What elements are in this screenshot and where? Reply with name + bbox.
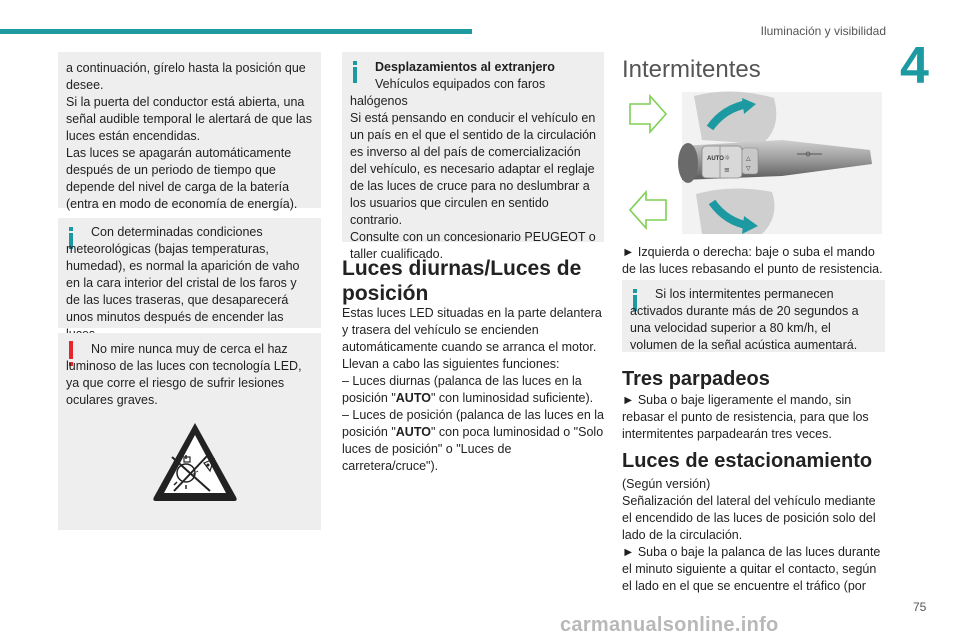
info-note-turn-signal-volume: [622, 280, 885, 352]
heading-daytime-lights: Luces diurnas/Luces de posición: [342, 257, 582, 305]
watermark: carmanualsonline.info: [560, 614, 779, 636]
heading-three-flashes: Tres parpadeos: [622, 368, 770, 390]
svg-text:▽: ▽: [746, 165, 751, 172]
arrow-up-right-icon: [630, 96, 666, 132]
warning-note-led: [58, 333, 321, 530]
continuation-box: [58, 52, 321, 211]
heading-turn-signals: Intermitentes: [622, 56, 761, 83]
travel-note-text: Vehículos equipados con faros halógenos Si está pensando en conducir el vehículo en un país en el que el sentido de la circulación es inverso al del país de comercialización del vehículo, es necesario adaptar el reglaje de las luces de cruce para no deslumbrar a los usuarios que circulen en sentido contrario. Consulte con un concesionario PEUGEOT o taller cualificado.: [350, 77, 596, 261]
info-note-text: Con determinadas condiciones meteorológicas (bajas temperaturas, humedad), es normal la aparición de vaho en la cara interior del cristal de los faros y de las luces traseras, que desaparecerá unos minutos después de encender las: [66, 225, 300, 324]
svg-text:☼: ☼: [724, 154, 731, 162]
continuation-text: a continuación, gírelo hasta la posición que desee. Si la puerta del conductor está abierta, una señal audible temporal le alertará de que las luces están encendidas. Las luces se apagarán automáticamente después de un periodo de tiempo que depende del nivel de carga de la batería (entra en modo de economía de energía).: [66, 61, 312, 211]
chapter-number: 4: [900, 37, 929, 95]
svg-text:≡: ≡: [724, 166, 730, 174]
turn-signals-instruction: ► Izquierda o derecha: baje o suba el mando de las luces rebasando el punto de resistencia.: [622, 245, 883, 276]
turn-signal-stalk-illustration: [622, 88, 886, 238]
heading-parking-lights: Luces de estacionamiento: [622, 450, 873, 472]
parking-lights-text: (Según versión) Señalización del lateral del vehículo mediante el encendido de las luces de posición solo del lado de la circulación. ► Suba o baje la palanca de las luces durante el minuto siguiente a quitar el contacto, según el lado en el que se encuentre el tráfico (por: [622, 477, 881, 593]
info-note-travel-abroad: [342, 52, 604, 261]
page-number: 75: [913, 600, 927, 614]
header-accent-bar: [0, 29, 472, 34]
svg-text:△: △: [746, 155, 751, 162]
daytime-lights-intro: Estas luces LED situadas en la parte delantera y trasera del vehículo se encienden automáticamente cuando se arranca el motor. Llevan a cabo las siguientes funciones:: [342, 306, 602, 371]
arrow-down-left-icon: [630, 192, 666, 228]
daytime-lights-item-1: – Luces diurnas (palanca de las luces en la posición "AUTO" con luminosidad suficiente).: [342, 374, 594, 405]
led-eye-hazard-icon: [150, 419, 240, 503]
daytime-lights-item-2: – Luces de posición (palanca de las luces en la posición "AUTO" con poca luminosidad o "Solo luces de posición" o "Luces de carretera/cruce").: [342, 408, 604, 473]
three-flashes-text: ► Suba o baje ligeramente el mando, sin rebasar el punto de resistencia, para que los intermitentes parpadearán tres veces.: [622, 393, 869, 441]
travel-note-title: Desplazamientos al extranjero: [375, 60, 555, 74]
stalk-auto-label: AUTO: [707, 156, 724, 162]
turn-signal-volume-text: Si los intermitentes permanecen activados durante más de 20 segundos a una velocidad superior a 80 km/h, el volumen de la señal acústica aumentará.: [630, 287, 859, 352]
section-title: Iluminación y visibilidad: [760, 24, 886, 38]
info-note-condensation: [58, 218, 321, 328]
warning-note-text: No mire nunca muy de cerca el haz luminoso de las luces con tecnología LED, ya que corre el riesgo de sufrir lesiones oculares graves.: [66, 342, 302, 407]
